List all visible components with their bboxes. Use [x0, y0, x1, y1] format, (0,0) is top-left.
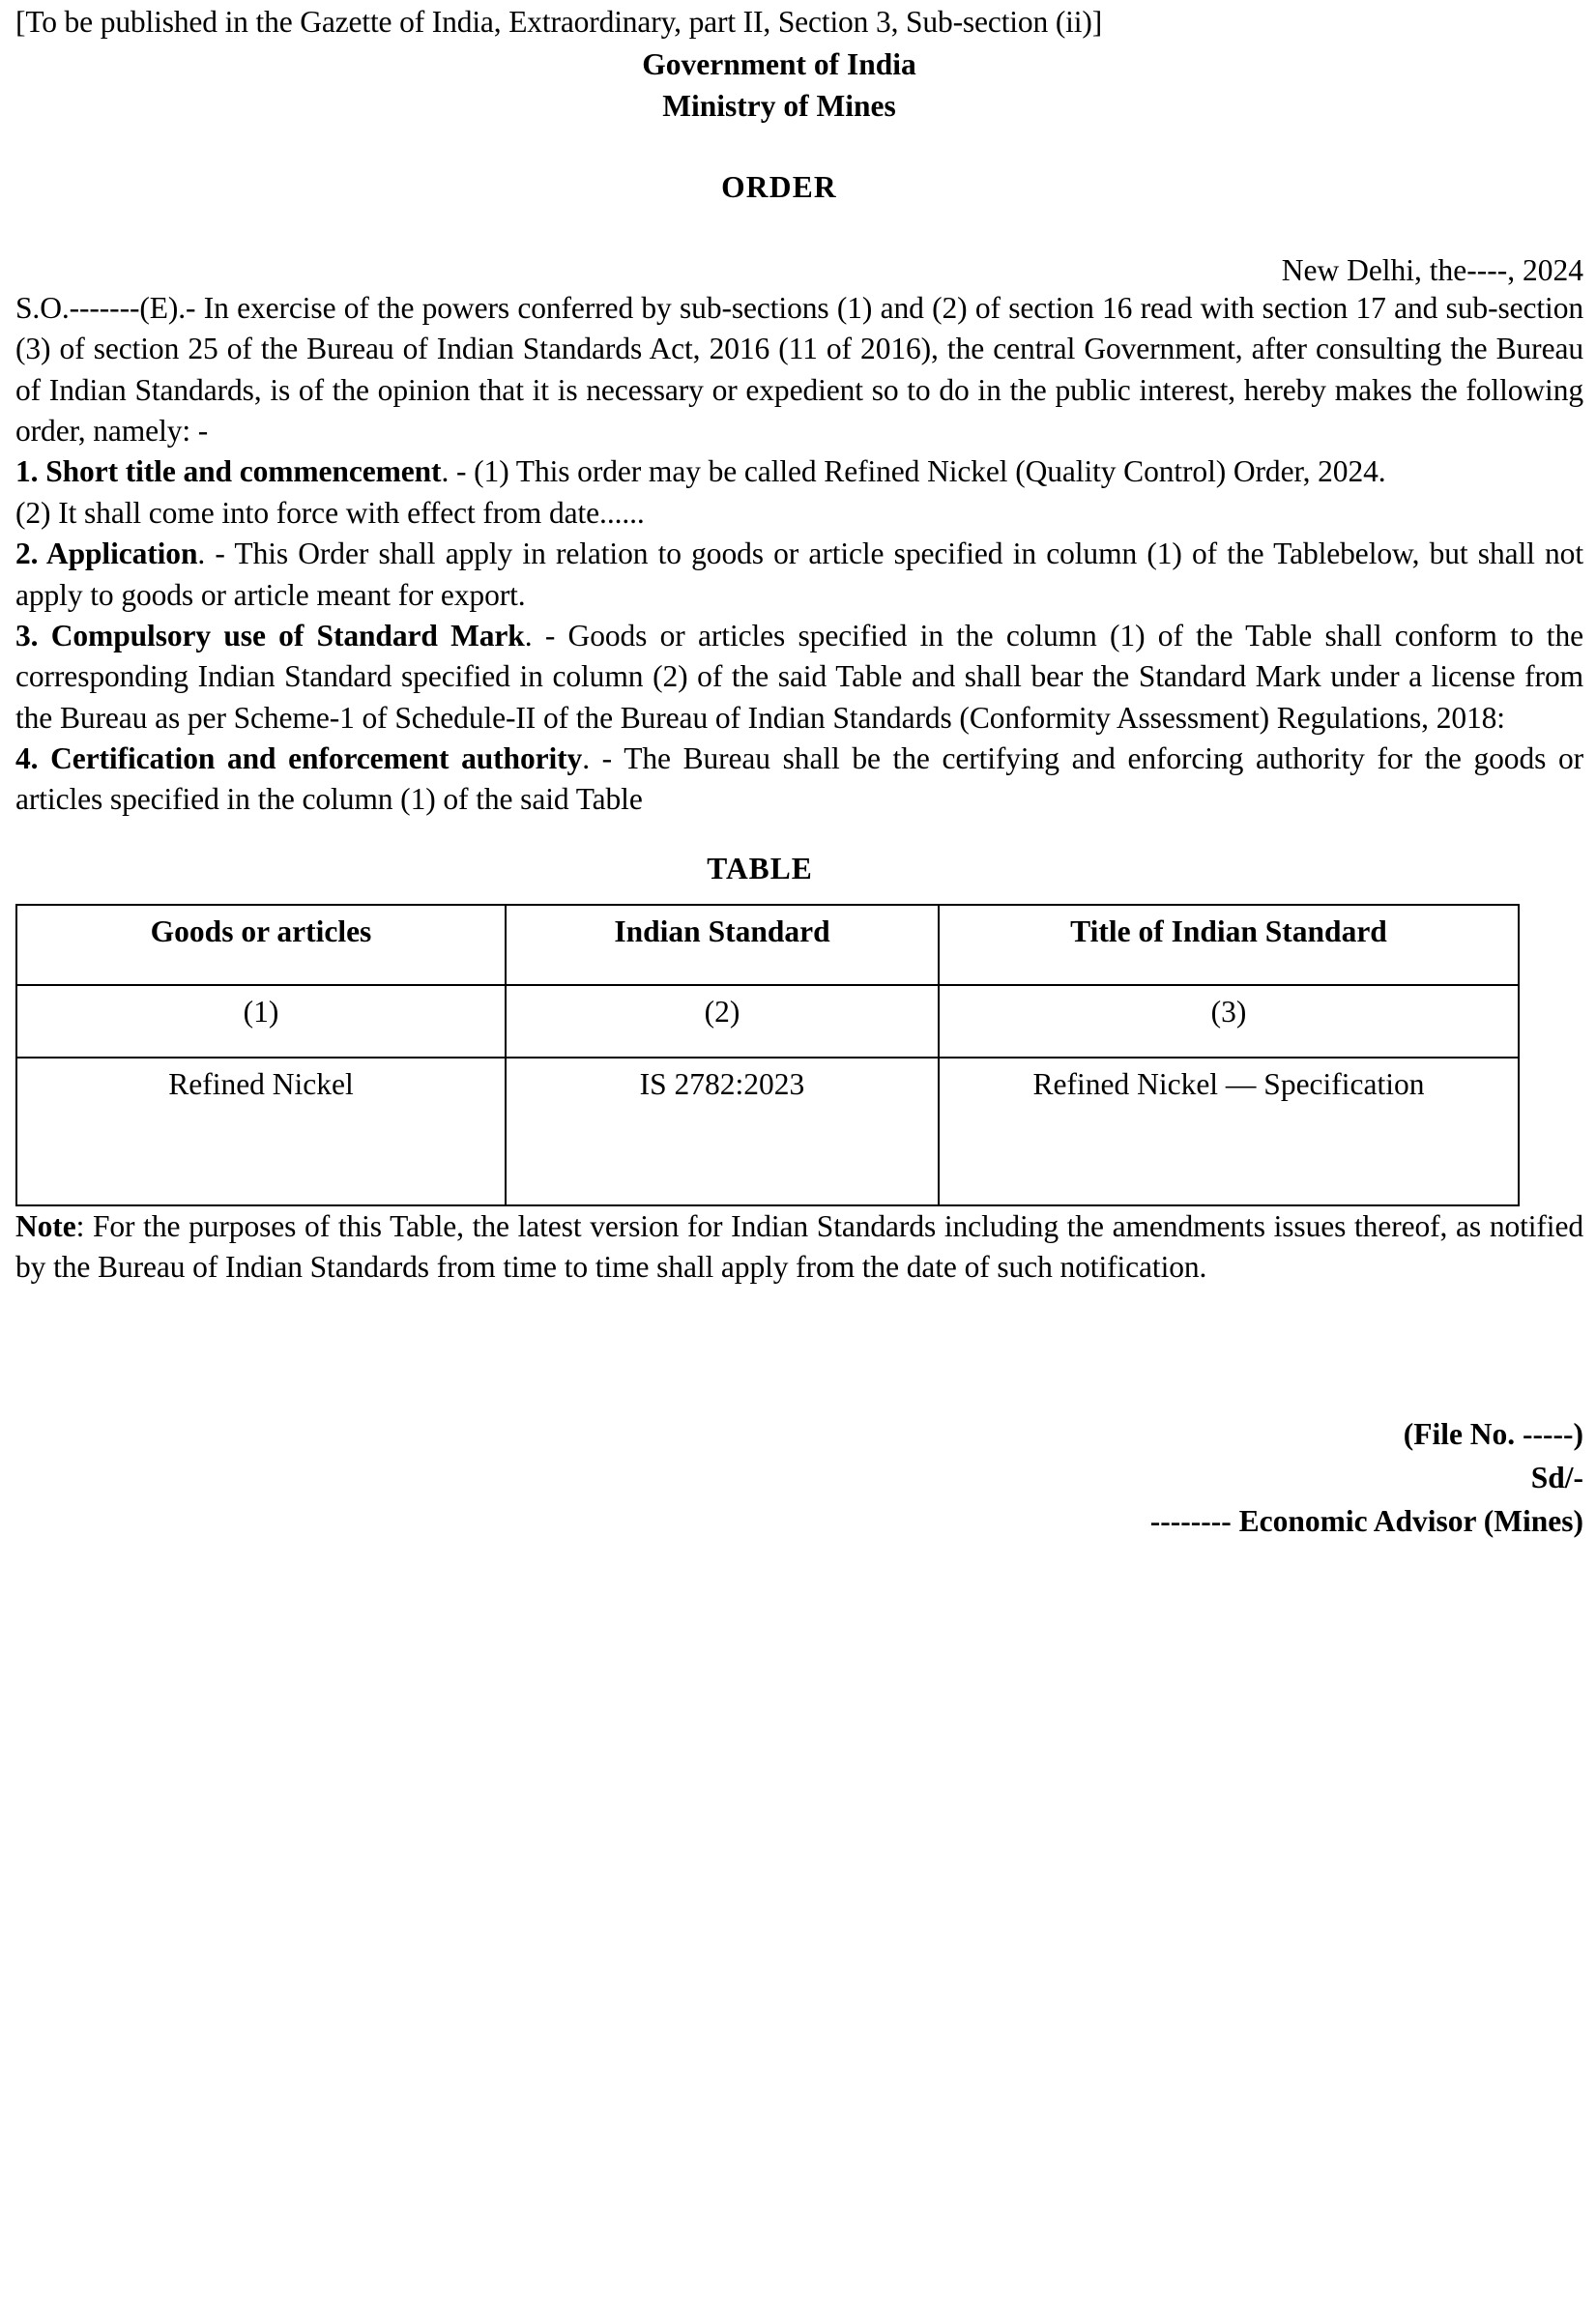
- section-3-heading: 3. Compulsory use of Standard Mark: [15, 618, 525, 652]
- section-4-paragraph: [15, 739, 1583, 821]
- gazette-publication-note: [To be published in the Gazette of India, Extraordinary, part II, Section 3, Sub-section (ii)]: [15, 5, 1103, 39]
- standards-table: [15, 904, 1520, 1206]
- cell-title: Refined Nickel — Specification: [939, 1058, 1519, 1205]
- note-body: : For the purposes of this Table, the latest version for Indian Standards including the amendments issues thereof, as notified by the Bureau of Indian Standards from time to time shall apply from the date of such notification.: [15, 1208, 1583, 1285]
- preamble-paragraph: S.O.-------(E).- In exercise of the powers conferred by sub-sections (1) and (2) of section 16 read with section 17 and sub-section (3) of section 25 of the Bureau of Indian Standards Act, 2016 (11 of 2016), the central Government, after consulting the Bureau of Indian Standards, is of the opinion that it is necessary or expedient so to do in the public interest, hereby makes the following order, namely: -: [15, 291, 1583, 449]
- signatory-designation: -------- Economic Advisor (Mines): [1149, 1504, 1583, 1539]
- section-2-paragraph: [15, 534, 1583, 616]
- section-4-body: . - The Bureau shall be the certifying and enforcing authority for the goods or articles specified in the column (1) of the said Table: [15, 741, 1583, 817]
- table-row: [16, 1058, 1519, 1205]
- cell-goods: Refined Nickel: [16, 1058, 506, 1205]
- section-1-heading: 1. Short title and commencement: [15, 454, 442, 489]
- section-3-paragraph: [15, 616, 1583, 739]
- column-number-3: (3): [939, 985, 1519, 1058]
- column-number-1: (1): [16, 985, 506, 1058]
- document-body: [15, 4, 1583, 1542]
- signature-mark: Sd/-: [1530, 1461, 1583, 1495]
- section-4-heading: 4. Certification and enforcement authority: [15, 741, 583, 775]
- file-number: (File No. -----): [1403, 1417, 1583, 1452]
- section-2-body: . - This Order shall apply in relation to goods or article specified in column (1) of the Tablebelow, but shall not apply to goods or article meant for export.: [15, 536, 1583, 612]
- table-header-indian-standard: Indian Standard: [506, 905, 939, 985]
- note-paragraph: [15, 1206, 1583, 1289]
- government-heading: Government of India: [642, 47, 916, 82]
- table-header-goods: Goods or articles: [16, 905, 506, 985]
- section-3-body: . - Goods or articles specified in the column (1) of the Table shall conform to the corresponding Indian Standard specified in column (2) of the said Table and shall bear the Standard Mark under a license from the Bureau as per Scheme-1 of Schedule-II of the Bureau of Indian Standards (Conformity Assessment) Regulations, 2018:: [15, 618, 1583, 735]
- section-2-heading: 2. Application: [15, 536, 198, 571]
- cell-indian-standard: IS 2782:2023: [506, 1058, 939, 1205]
- section-1-paragraph: [15, 451, 1583, 492]
- signature-block: [15, 1415, 1583, 1542]
- order-title: ORDER: [721, 170, 837, 205]
- section-1-subclause: (2) It shall come into force with effect from date......: [15, 495, 645, 530]
- table-column-number-row: [16, 985, 1519, 1058]
- section-1-body: . - (1) This order may be called Refined Nickel (Quality Control) Order, 2024.: [441, 454, 1386, 489]
- note-label: Note: [15, 1208, 76, 1243]
- table-caption: TABLE: [707, 851, 813, 885]
- table-header-title: Title of Indian Standard: [939, 905, 1519, 985]
- table-header-row: [16, 905, 1519, 985]
- dateline: New Delhi, the----, 2024: [1281, 253, 1583, 288]
- ministry-heading: Ministry of Mines: [662, 88, 896, 123]
- column-number-2: (2): [506, 985, 939, 1058]
